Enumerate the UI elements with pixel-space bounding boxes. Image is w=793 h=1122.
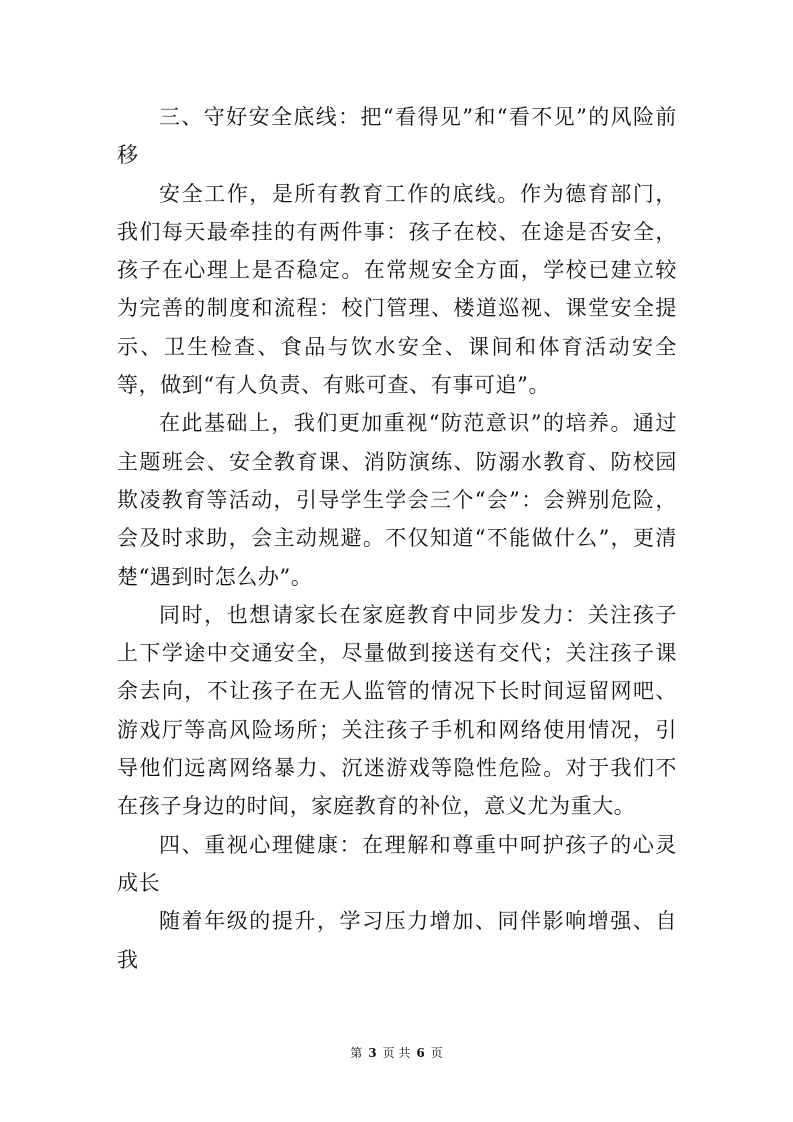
footer-current-page: 3 (368, 1046, 377, 1060)
page-footer (0, 1045, 793, 1061)
paragraph-mental-health-intro: 随着年级的提升，学习压力增加、同伴影响增强、自我 (117, 909, 677, 972)
paragraph-family-cooperation: 同时，也想请家长在家庭教育中同步发力：关注孩子上下学途中交通安全，尽量做到接送有交代；关注孩子课余去向，不让孩子在无人监管的情况下长时间逗留网吧、游戏厅等高风险场所；关注孩子手机和网络使用情况，引导他们远离网络暴力、沉迷游戏等隐性危险。对于我们不在孩子身边的时间，家庭教育的补位，意义尤为重大。 (117, 602, 677, 819)
paragraph-safety-overview: 安全工作，是所有教育工作的底线。作为德育部门，我们每天最牵挂的有两件事：孩子在校、在途是否安全，孩子在心理上是否稳定。在常规安全方面，学校已建立较为完善的制度和流程：校门管理、楼道巡视、课堂安全提示、卫生检查、食品与饮水安全、课间和体育活动安全等，做到“有人负责、有账可查、有事可追”。 (117, 181, 677, 398)
footer-total-pages: 6 (416, 1046, 425, 1060)
footer-suffix: 页 (430, 1046, 443, 1060)
section-heading-mental-health: 四、重视心理健康：在理解和尊重中呵护孩子的心灵成长 (117, 832, 677, 895)
document-body (117, 98, 677, 979)
footer-middle: 页 共 (382, 1046, 411, 1060)
section-heading-safety: 三、守好安全底线：把“看得见”和“看不见”的风险前移 (117, 105, 677, 168)
footer-prefix: 第 (350, 1046, 363, 1060)
paragraph-prevention-awareness: 在此基础上，我们更加重视“防范意识”的培养。通过主题班会、安全教育课、消防演练、防溺水教育、防校园欺凌教育等活动，引导学生学会三个“会”：会辨别危险，会及时求助，会主动规避。不仅知道“不能做什么”，更清楚“遇到时怎么办”。 (117, 411, 677, 589)
